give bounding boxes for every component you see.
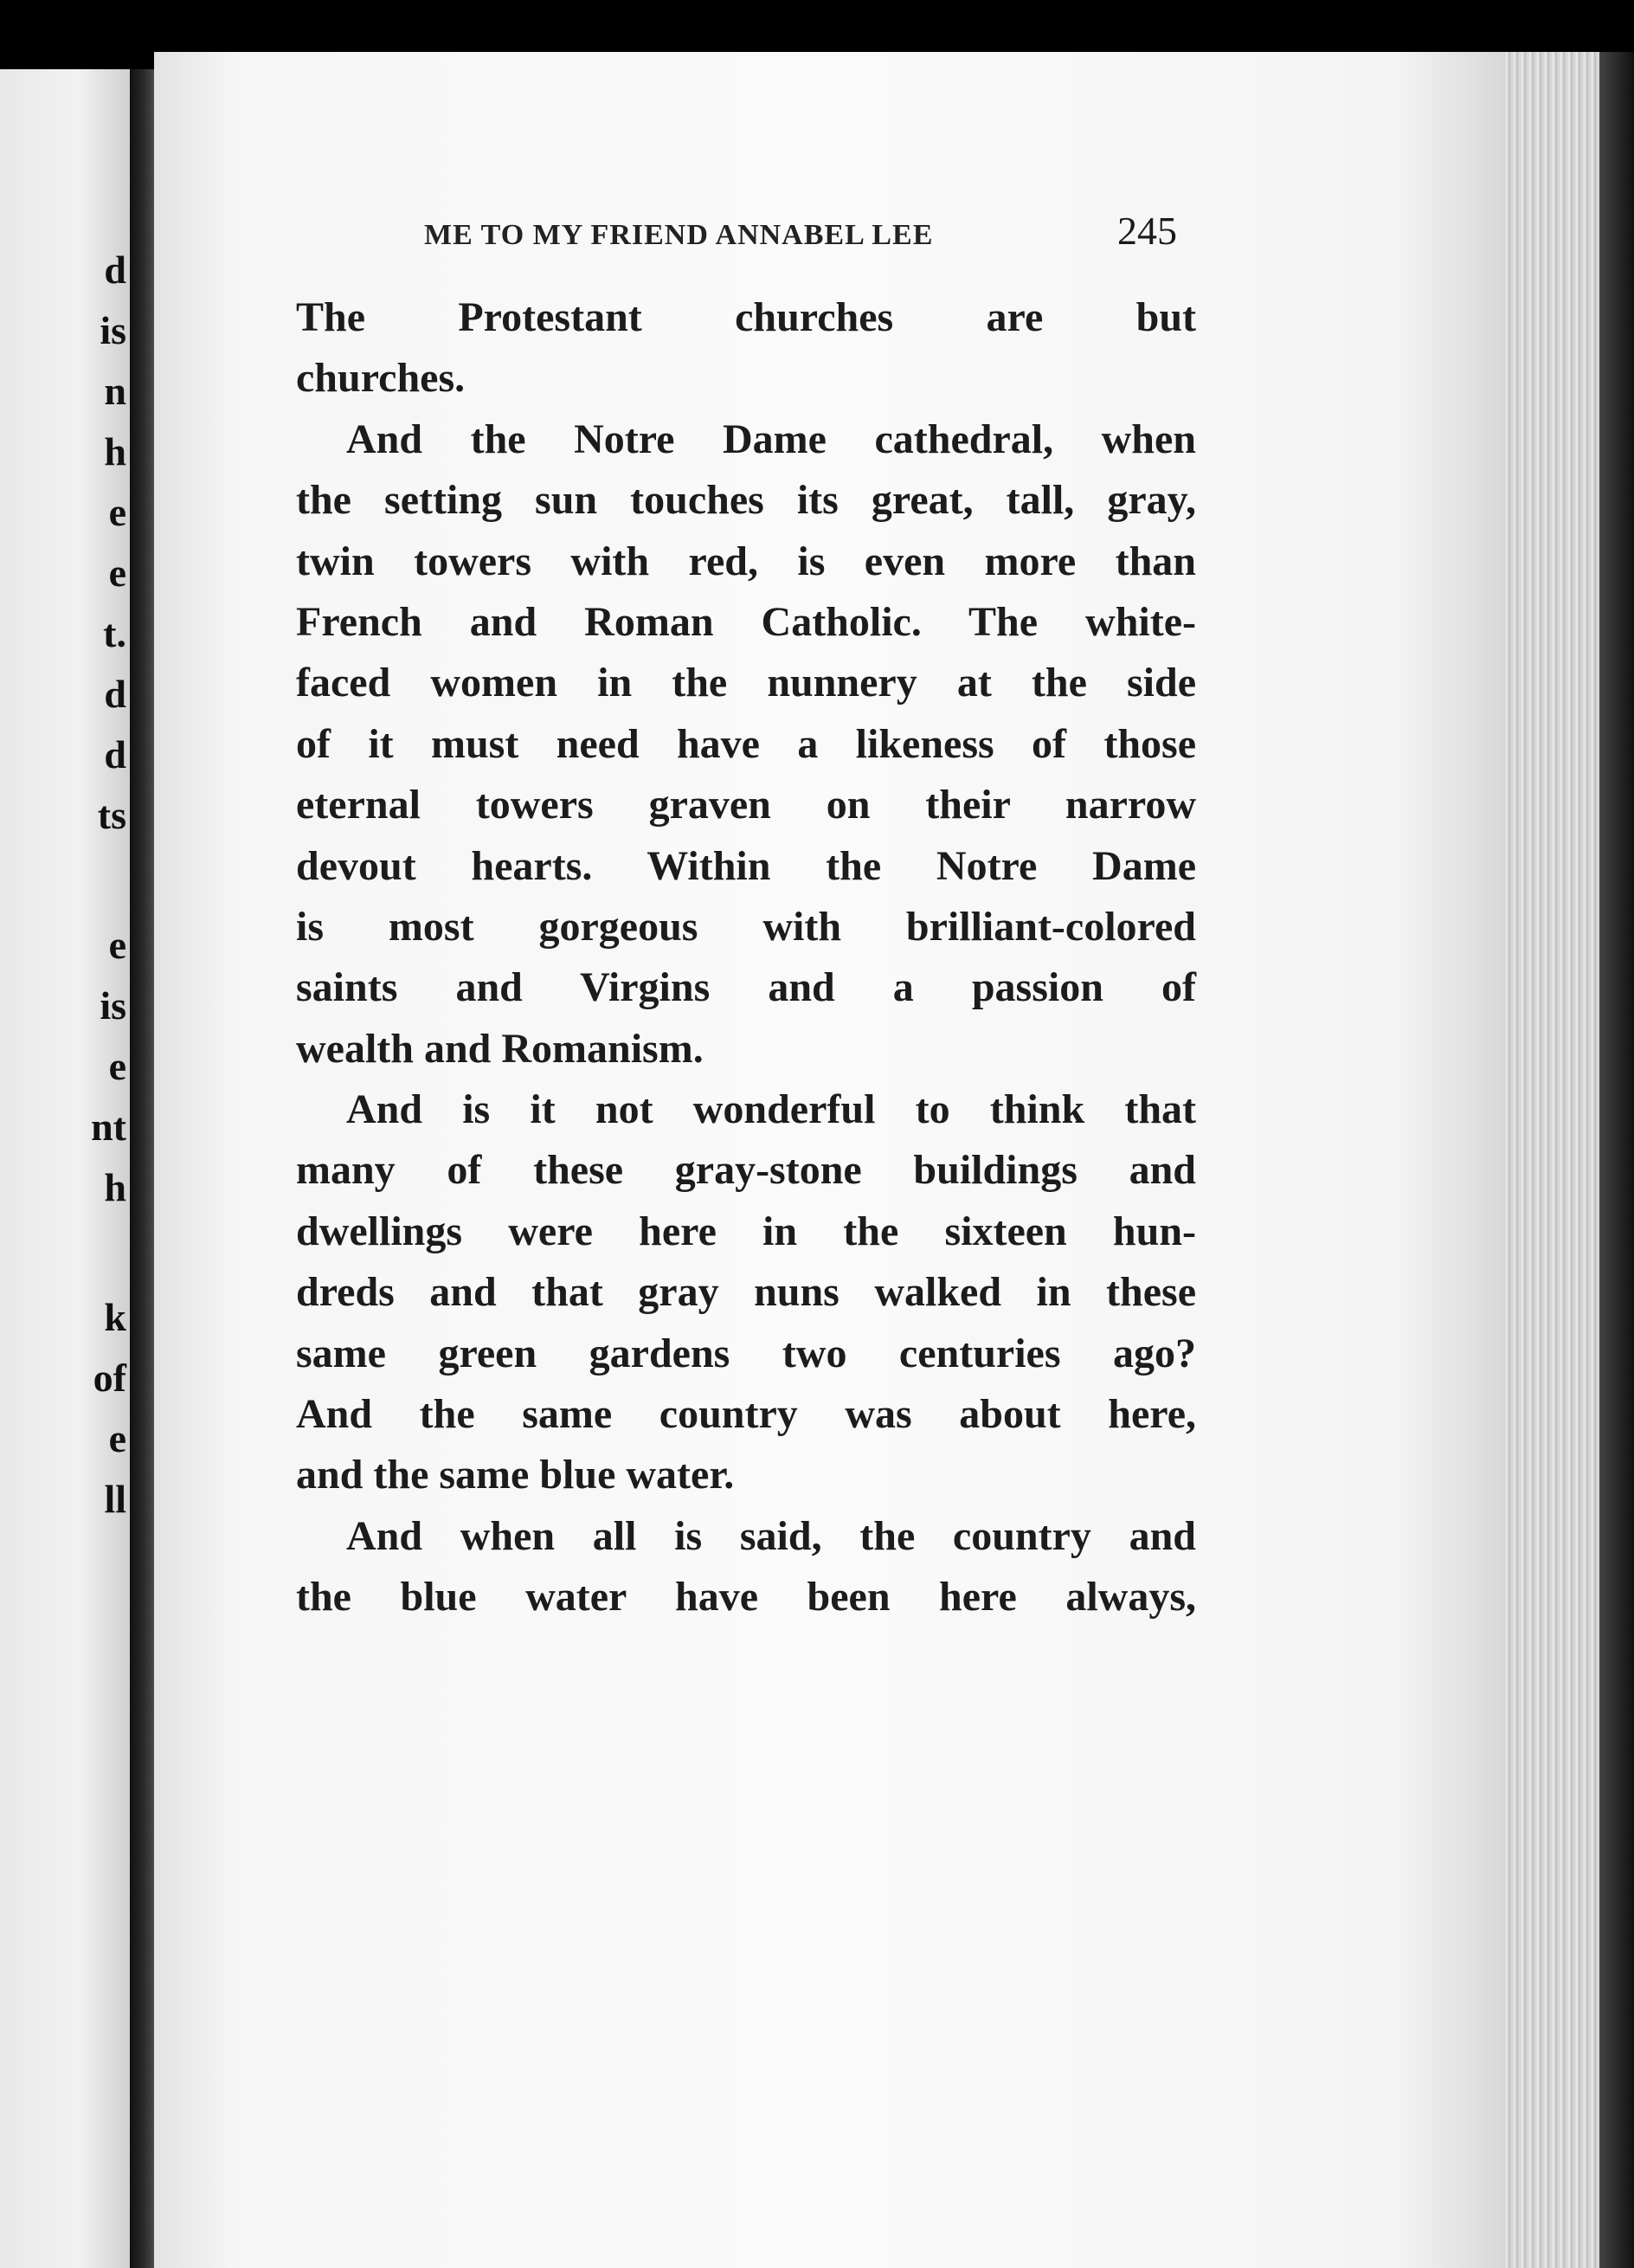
book-cover-edge bbox=[1599, 52, 1634, 2268]
text-line: The Protestant churches are but bbox=[296, 294, 1196, 340]
edge-letter: e bbox=[108, 1044, 126, 1088]
edge-letter: e bbox=[108, 923, 126, 967]
edge-letter: of bbox=[93, 1356, 126, 1400]
page-number: 245 bbox=[1117, 209, 1177, 253]
edge-letter: n bbox=[104, 369, 126, 413]
text-line: the setting sun touches its great, tall, gray, bbox=[296, 477, 1196, 524]
text-line: And is it not wonderful to think that bbox=[346, 1086, 1196, 1133]
paragraph bbox=[296, 287, 1196, 409]
text-line: dreds and that gray nuns walked in these bbox=[296, 1269, 1196, 1316]
running-title: ME TO MY FRIEND ANNABEL LEE bbox=[424, 219, 934, 251]
edge-letter: t. bbox=[103, 611, 126, 655]
text-line: the blue water have been here always, bbox=[296, 1574, 1196, 1620]
running-head bbox=[424, 208, 1177, 260]
edge-letter: is bbox=[100, 983, 126, 1028]
paragraph bbox=[296, 1506, 1196, 1628]
paragraph bbox=[296, 1079, 1196, 1506]
text-line: And the same country was about here, bbox=[296, 1391, 1196, 1438]
text-line: many of these gray-stone buildings and bbox=[296, 1147, 1196, 1194]
edge-letter: h bbox=[104, 429, 126, 474]
text-line: And the Notre Dame cathedral, when bbox=[346, 416, 1196, 462]
text-line: saints and Virgins and a passion of bbox=[296, 964, 1196, 1011]
text-line: And when all is said, the country and bbox=[346, 1512, 1196, 1559]
text-line: faced women in the nunnery at the side bbox=[296, 660, 1196, 706]
text-line: of it must need have a likeness of those bbox=[296, 720, 1196, 767]
edge-letter: k bbox=[104, 1295, 126, 1339]
text-line: dwellings were here in the sixteen hun- bbox=[296, 1208, 1196, 1254]
text-line: is most gorgeous with brilliant-colored bbox=[296, 903, 1196, 950]
text-line: same green gardens two centuries ago? bbox=[296, 1330, 1196, 1376]
edge-letter: e bbox=[108, 490, 126, 534]
body-text bbox=[296, 287, 1196, 1628]
edge-letter: is bbox=[100, 308, 126, 352]
edge-letter: ll bbox=[104, 1477, 126, 1521]
text-line: and the same blue water. bbox=[296, 1452, 735, 1498]
edge-letter: e bbox=[108, 551, 126, 595]
page-edges bbox=[1504, 52, 1599, 2268]
text-line: eternal towers graven on their narrow bbox=[296, 782, 1196, 828]
edge-letter: d bbox=[104, 732, 126, 776]
edge-letter: nt bbox=[91, 1105, 126, 1149]
left-facing-page bbox=[0, 69, 130, 2268]
text-line: devout hearts. Within the Notre Dame bbox=[296, 842, 1196, 889]
edge-letter: d bbox=[104, 672, 126, 716]
text-line: wealth and Romanism. bbox=[296, 1025, 704, 1072]
paragraph bbox=[296, 409, 1196, 1079]
edge-letter: ts bbox=[97, 793, 126, 837]
edge-letter: d bbox=[104, 248, 126, 292]
edge-letter: h bbox=[104, 1165, 126, 1209]
text-line: French and Roman Catholic. The white- bbox=[296, 598, 1196, 645]
text-line: twin towers with red, is even more than bbox=[296, 538, 1196, 584]
edge-letter: e bbox=[108, 1416, 126, 1460]
text-line: churches. bbox=[296, 355, 466, 402]
